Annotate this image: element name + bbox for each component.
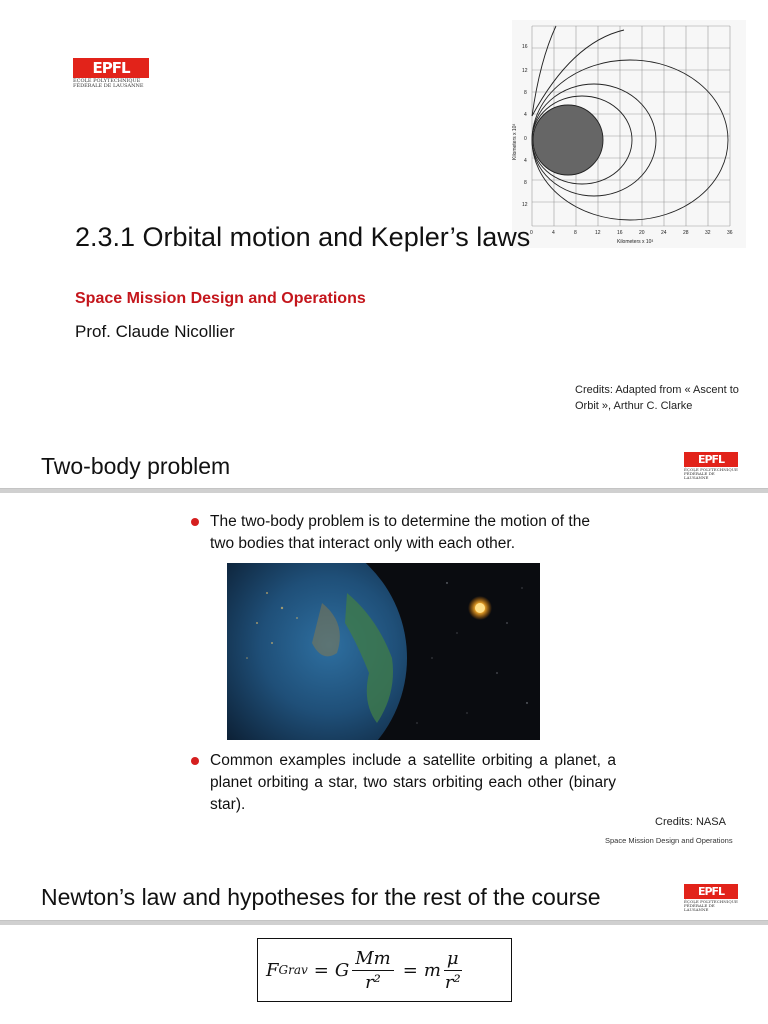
earth-sun-image: [227, 563, 540, 740]
epfl-logo-subtitle: [684, 468, 738, 481]
formula-m: m: [423, 959, 441, 981]
x-tick-28: 28: [683, 230, 689, 236]
formula-frac1: [352, 948, 394, 993]
slide-title-two-body: Two-body problem: [41, 453, 231, 479]
x-tick-20: 20: [639, 230, 645, 236]
bullet-dot: [191, 518, 199, 526]
footer-course: Space Mission Design and Operations: [605, 836, 733, 845]
formula-G: G: [334, 959, 350, 981]
epfl-logo-small: [684, 452, 738, 481]
frac2-num: μ: [444, 948, 462, 971]
x-axis-label: Kilometers x 10³: [617, 239, 654, 245]
x-tick-12: 12: [595, 230, 601, 236]
formula-eq1: =: [313, 959, 329, 981]
y-tick-8: 8: [524, 90, 527, 96]
formula-eq2: =: [402, 959, 418, 981]
epfl-logo-line1: ÉCOLE POLYTECHNIQUE: [684, 899, 738, 904]
slide-title-newton: Newton’s law and hypotheses for the rest of the course: [41, 884, 601, 910]
y-tick-16: 16: [522, 44, 528, 50]
x-tick-24: 24: [661, 230, 667, 236]
x-tick-36: 36: [727, 230, 733, 236]
epfl-logo-line2: FÉDÉRALE DE LAUSANNE: [684, 471, 715, 481]
epfl-logo-line1: ÉCOLE POLYTECHNIQUE: [684, 467, 738, 472]
x-tick-4: 4: [552, 230, 555, 236]
y-tick-0: 0: [524, 136, 527, 142]
epfl-logo-subtitle: [684, 900, 738, 913]
orbit-diagram: [512, 20, 746, 248]
y-tick-8b: 8: [524, 180, 527, 186]
formula-frac2: [444, 948, 462, 993]
formula-F: F: [266, 959, 279, 981]
x-tick-0: 0: [530, 230, 533, 236]
credits-nasa: Credits: NASA: [655, 816, 726, 828]
bullet-dot: [191, 757, 199, 765]
title-divider: [0, 488, 768, 493]
epfl-logo-mark: EPFL: [684, 452, 738, 467]
frac1-num: Mm: [352, 948, 394, 971]
epfl-logo-mark: EPFL: [684, 884, 738, 899]
frac1-den: r²: [365, 971, 381, 993]
epfl-logo-line2: FÉDÉRALE DE LAUSANNE: [684, 903, 715, 913]
presentation-title: 2.3.1 Orbital motion and Kepler’s laws: [75, 222, 531, 252]
bullet-definition: [190, 511, 616, 555]
epfl-logo-line2: FÉDÉRALE DE LAUSANNE: [73, 83, 144, 90]
course-name: Space Mission Design and Operations: [75, 290, 366, 307]
bullet-text: Common examples include a satellite orbiting a planet, a planet orbiting a star, two stars orbiting each other (binary star).: [210, 752, 616, 813]
formula-sub: Grav: [278, 963, 308, 977]
credits-clarke: Credits: Adapted from « Ascent to Orbit », Arthur C. Clarke: [575, 384, 739, 412]
professor-name: Prof. Claude Nicollier: [75, 322, 235, 341]
y-tick-12b: 12: [522, 202, 528, 208]
x-tick-16: 16: [617, 230, 623, 236]
y-tick-4: 4: [524, 112, 527, 118]
epfl-logo-mark: EPFL: [73, 58, 149, 78]
x-tick-8: 8: [574, 230, 577, 236]
gravity-formula: [257, 938, 512, 1002]
epfl-logo: [73, 58, 149, 90]
epfl-logo-line1: ÉCOLE POLYTECHNIQUE: [73, 78, 141, 84]
epfl-logo-subtitle: [73, 79, 149, 90]
bullet-examples: [190, 750, 616, 816]
formula-content: [266, 939, 465, 1001]
frac2-den: r²: [444, 971, 461, 993]
epfl-logo-small: [684, 884, 738, 913]
title-divider: [0, 920, 768, 925]
x-tick-32: 32: [705, 230, 711, 236]
y-tick-4b: 4: [524, 158, 527, 164]
bullet-text: The two-body problem is to determine the motion of the two bodies that interact only with each other.: [210, 513, 590, 552]
y-tick-12: 12: [522, 68, 528, 74]
y-axis-label: Kilometers x 10³: [512, 123, 518, 160]
